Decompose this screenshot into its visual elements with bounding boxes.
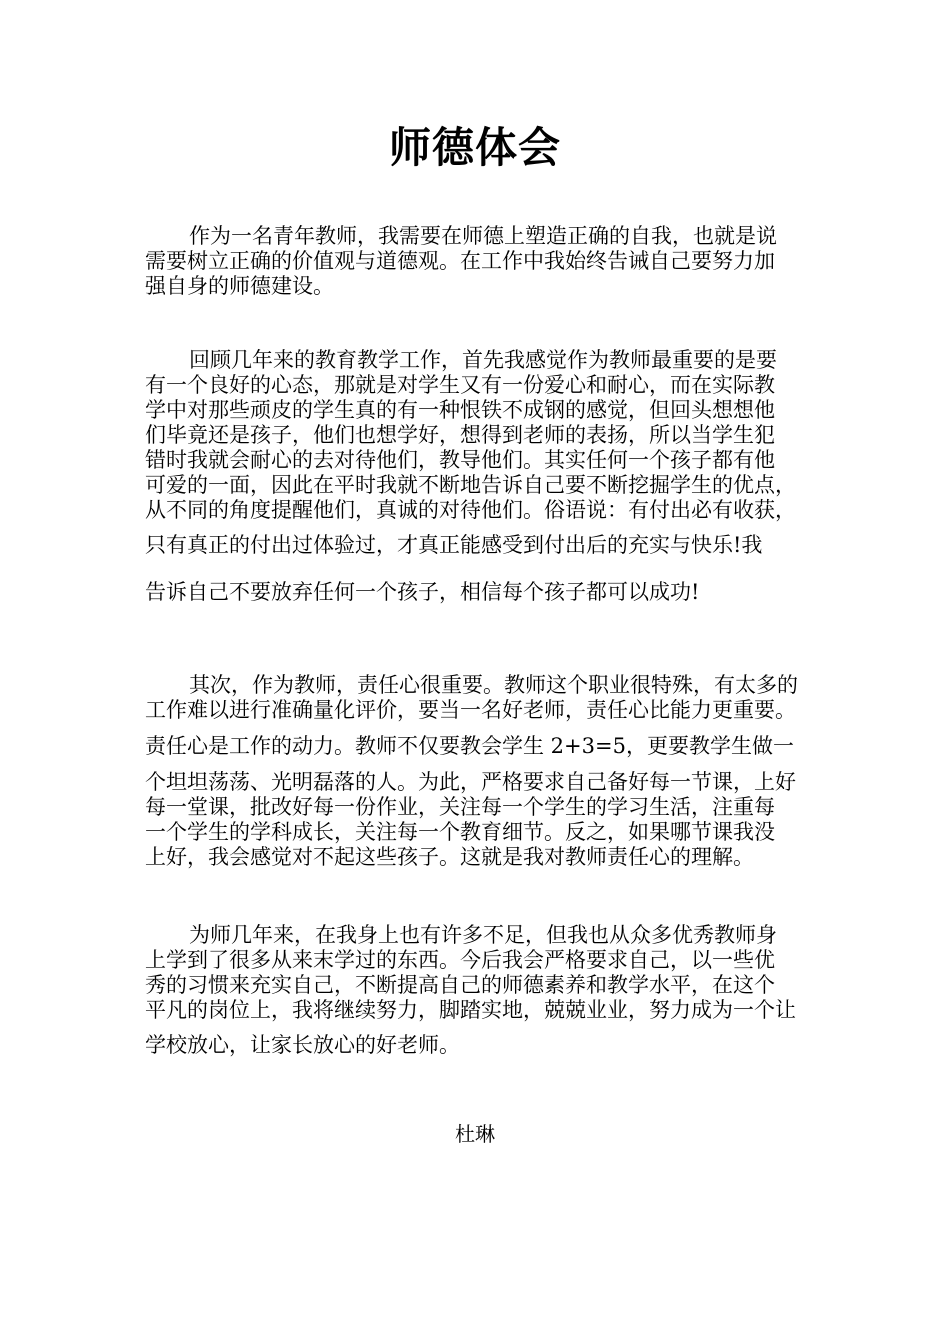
paragraph-line: 个坦坦荡荡、光明磊落的人。为此，严格要求自己备好每一节课，上好 [145,770,796,794]
paragraph-line: 告诉自己不要放弃任何一个孩子，相信每个孩子都可以成功! [145,580,700,604]
document-title: 师德体会 [388,123,561,172]
paragraph-line: 学校放心，让家长放心的好老师。 [145,1033,460,1057]
paragraph-line: 可爱的一面，因此在平时我就不断地告诉自己要不断挖掘学生的优点， [145,473,796,497]
paragraph-3 [145,673,815,870]
paragraph-line: 强自身的师德建设。 [145,274,334,298]
paragraph-line: 责任心是工作的动力。教师不仅要教会学生 2+3=5，更要教学生做一 [145,734,794,758]
paragraph-line: 上学到了很多从来末学过的东西。今后我会严格要求自己，以一些优 [145,948,775,972]
paragraph-line: 需要树立正确的价值观与道德观。在工作中我始终告诫自己要努力加 [145,249,775,273]
paragraph-line: 为师几年来，在我身上也有许多不足，但我也从众多优秀教师身 [189,923,777,947]
signature: 杜琳 [455,1122,495,1146]
paragraph-line: 一个学生的学科成长，关注每一个教育细节。反之，如果哪节课我没 [145,820,775,844]
paragraph-line: 错时我就会耐心的去对待他们，教导他们。其实任何一个孩子都有他 [145,448,775,472]
paragraph-line: 学中对那些顽皮的学生真的有一种恨铁不成钢的感觉，但回头想想他 [145,398,775,422]
paragraph-line: 平凡的岗位上，我将继续努力，脚踏实地，兢兢业业，努力成为一个让 [145,998,796,1022]
paragraph-line: 作为一名青年教师，我需要在师德上塑造正确的自我，也就是说 [189,224,777,248]
paragraph-line: 其次，作为教师，责任心很重要。教师这个职业很特殊，有太多的 [189,673,798,697]
paragraph-line: 每一堂课，批改好每一份作业，关注每一个学生的学习生活，注重每 [145,795,775,819]
paragraph-line: 秀的习惯来充实自己，不断提高自己的师德素养和教学水平，在这个 [145,973,775,997]
paragraph-1 [145,224,815,299]
paragraph-line: 工作难以进行准确量化评价，要当一名好老师，责任心比能力更重要。 [145,698,796,722]
paragraph-4 [145,923,815,1058]
paragraph-line: 上好，我会感觉对不起这些孩子。这就是我对教师责任心的理解。 [145,845,754,869]
paragraph-line: 回顾几年来的教育教学工作，首先我感觉作为教师最重要的是要 [189,348,777,372]
paragraph-2 [145,348,815,605]
paragraph-line: 们毕竟还是孩子，他们也想学好，想得到老师的表扬，所以当学生犯 [145,423,775,447]
paragraph-line: 有一个良好的心态，那就是对学生又有一份爱心和耐心，而在实际教 [145,373,775,397]
paragraph-line: 只有真正的付出过体验过，才真正能感受到付出后的充实与快乐!我 [145,533,763,557]
paragraph-line: 从不同的角度提醒他们，真诚的对待他们。俗语说：有付出必有收获， [145,498,796,522]
